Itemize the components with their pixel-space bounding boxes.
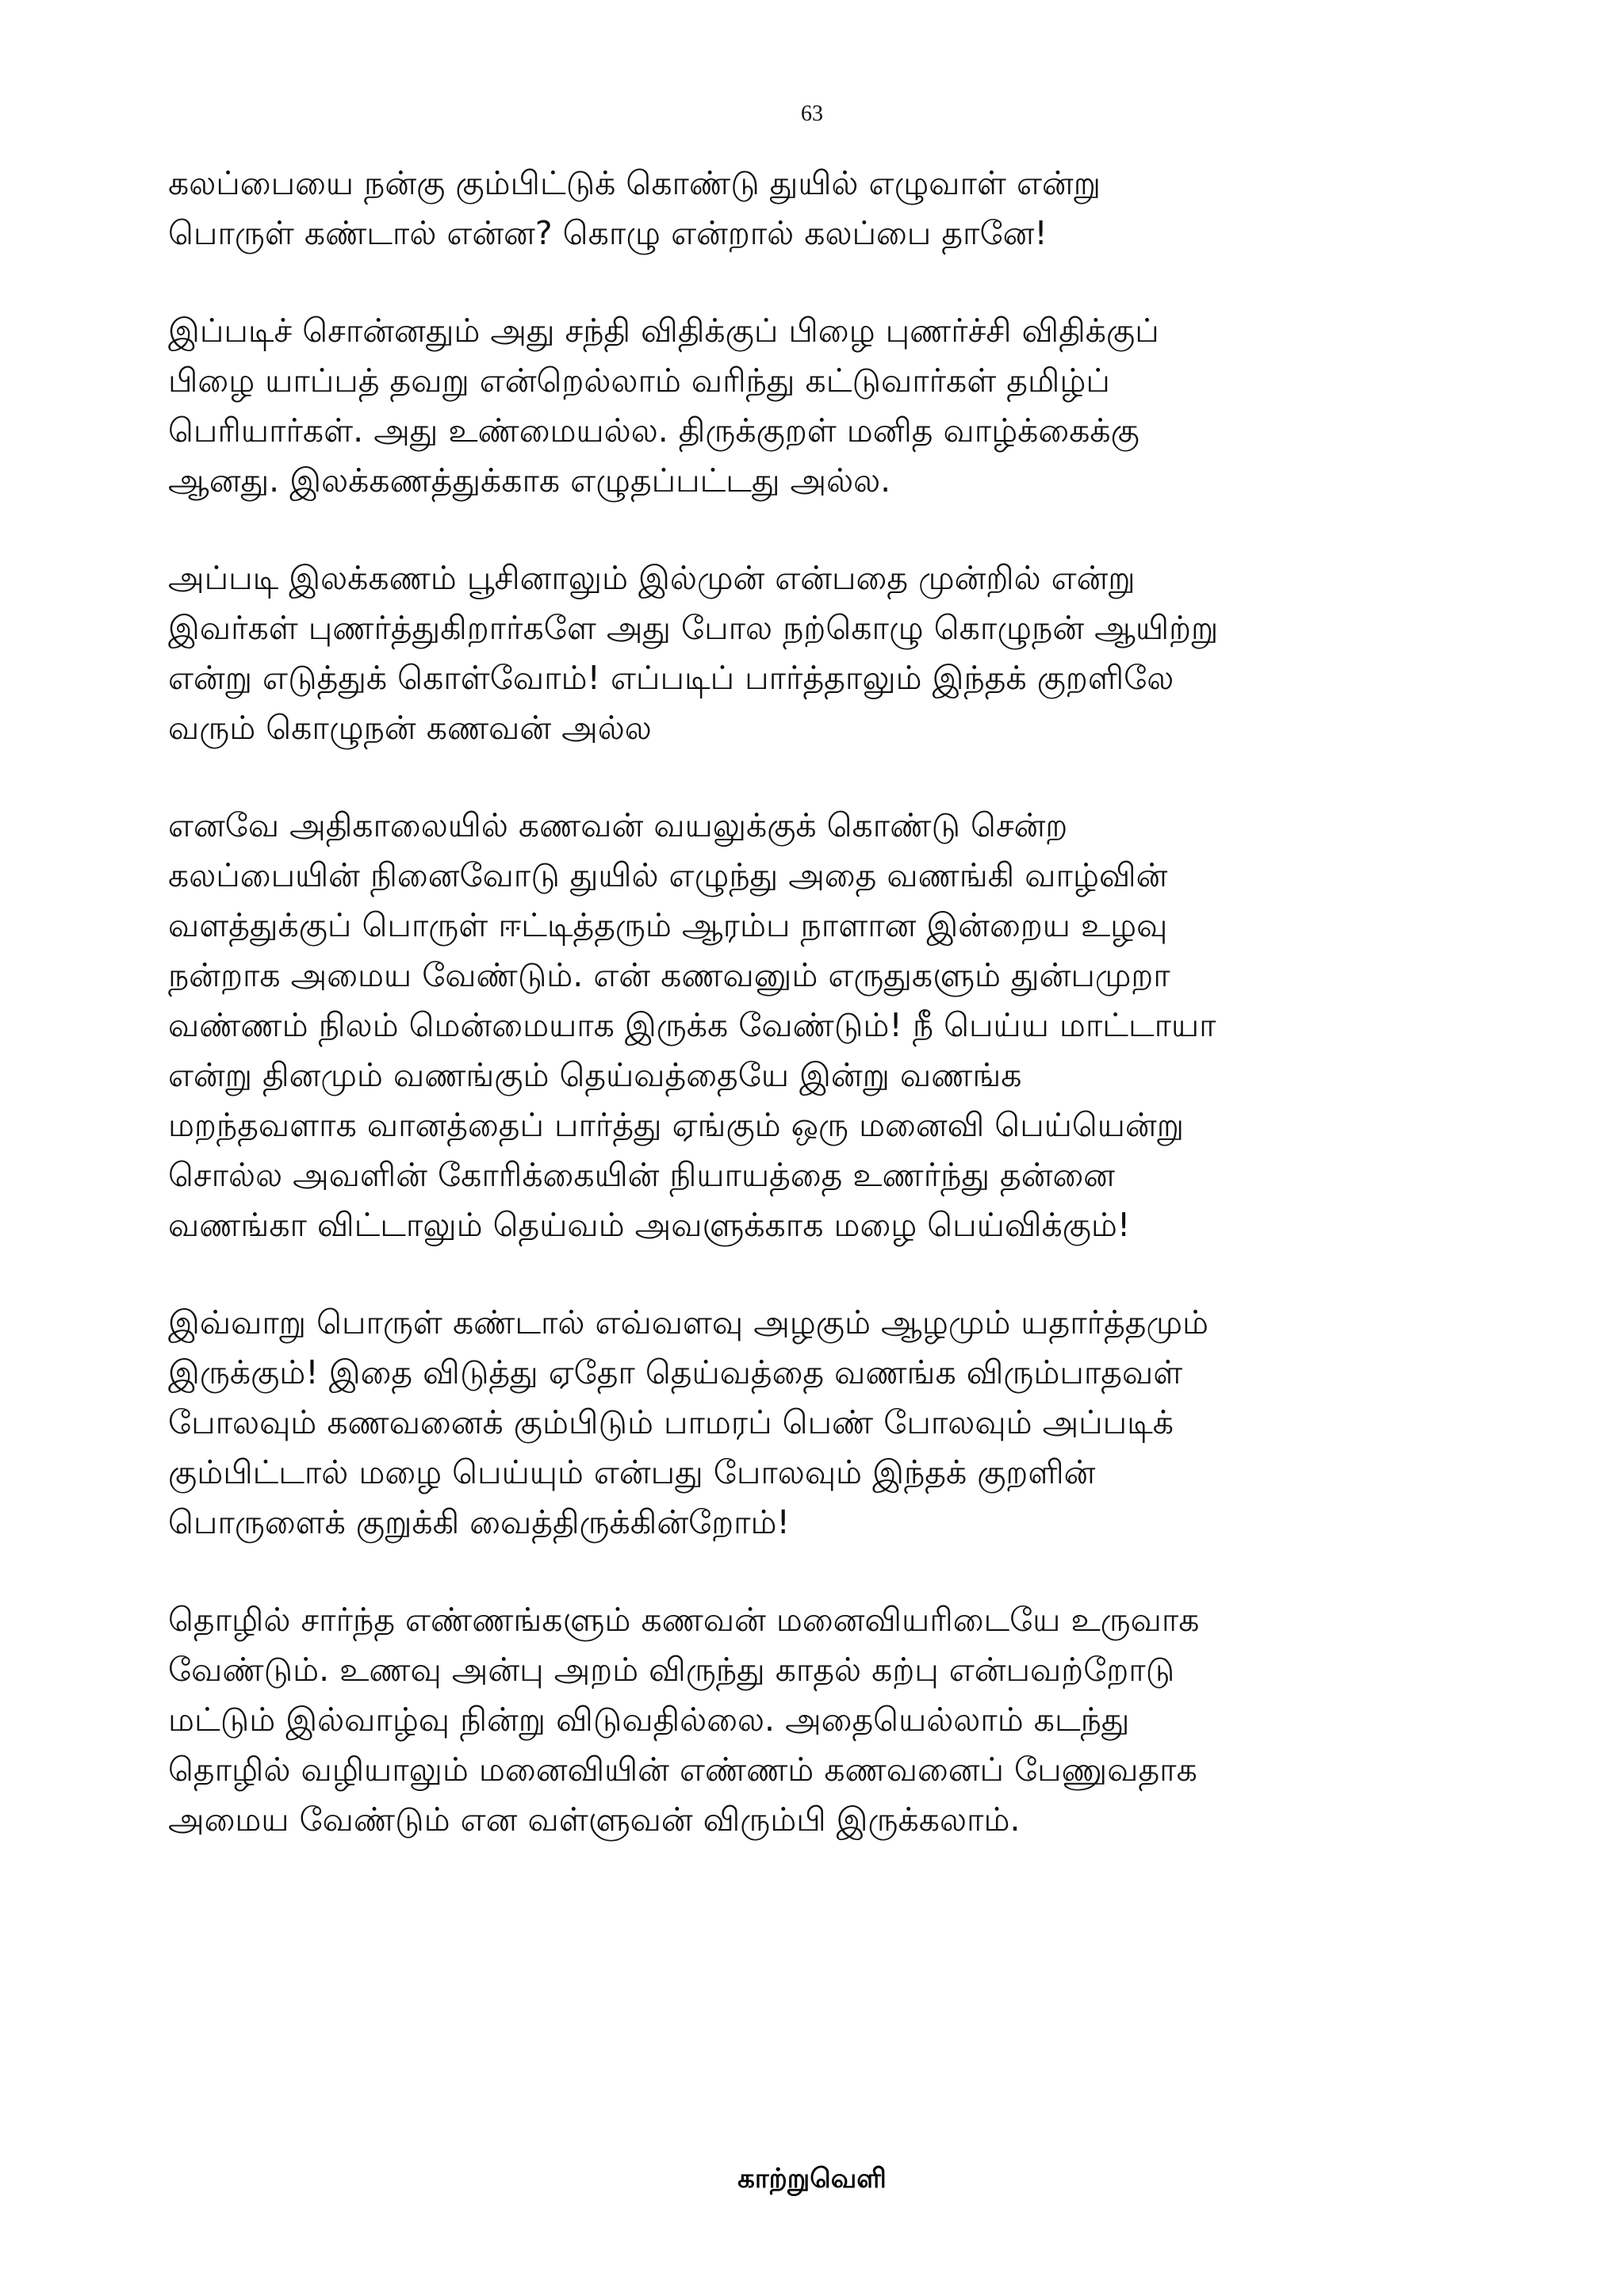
text-line: தொழில் சார்ந்த எண்ணங்களும் கணவன் மனைவியரிடையே உருவாக bbox=[168, 1601, 1200, 1639]
text-line: கும்பிட்டால் மழை பெய்யும் என்பது போலவும் இந்தக் குறளின் bbox=[168, 1453, 1096, 1491]
paragraph-1 bbox=[168, 159, 1469, 258]
text-line: வண்ணம் நிலம் மென்மையாக இருக்க வேண்டும்! நீ பெய்ய மாட்டாயா bbox=[168, 1006, 1216, 1044]
paragraph-5 bbox=[168, 1298, 1469, 1548]
text-line: என்று எடுத்துக் கொள்வோம்! எப்படிப் பார்த்தாலும் இந்தக் குறளிலே bbox=[168, 659, 1174, 697]
text-line: பெரியார்கள். அது உண்மையல்ல. திருக்குறள் மனித வாழ்க்கைக்கு bbox=[168, 411, 1139, 450]
text-line: வரும் கொழுநன் கணவன் அல்ல bbox=[168, 709, 652, 747]
text-line: எனவே அதிகாலையில் கணவன் வயலுக்குக் கொண்டு சென்ற bbox=[168, 806, 1068, 844]
text-line: தொழில் வழியாலும் மனைவியின் எண்ணம் கணவனைப் பேணுவதாக bbox=[168, 1751, 1197, 1789]
paragraph-2 bbox=[168, 306, 1469, 506]
paragraph-6 bbox=[168, 1595, 1469, 1845]
text-line: வேண்டும். உணவு அன்பு அறம் விருந்து காதல் கற்பு என்பவற்றோடு bbox=[168, 1651, 1175, 1689]
text-line: பிழை யாப்பத் தவறு என்றெல்லாம் வரிந்து கட்டுவார்கள் தமிழ்ப் bbox=[168, 362, 1110, 400]
paragraph-3 bbox=[168, 553, 1469, 753]
text-line: கலப்பையின் நினைவோடு துயில் எழுந்து அதை வணங்கி வாழ்வின் bbox=[168, 856, 1168, 894]
text-line: நன்றாக அமைய வேண்டும். என் கணவனும் எருதுகளும் துன்பமுறா bbox=[168, 956, 1170, 994]
body-text bbox=[168, 159, 1469, 1892]
text-line: இருக்கும்! இதை விடுத்து ஏதோ தெய்வத்தை வணங்க விரும்பாதவள் bbox=[168, 1353, 1183, 1391]
text-line: அப்படி இலக்கணம் பூசினாலும் இல்முன் என்பதை முன்றில் என்று bbox=[168, 559, 1136, 597]
text-line: வளத்துக்குப் பொருள் ஈட்டித்தரும் ஆரம்ப நாளான இன்றைய உழவு bbox=[168, 906, 1168, 944]
text-line: கலப்பையை நன்கு கும்பிட்டுக் கொண்டு துயில் எழுவாள் என்று bbox=[168, 164, 1101, 202]
page-number: 63 bbox=[801, 101, 823, 126]
footer-title: காற்றுவெளி bbox=[737, 2163, 887, 2195]
text-line: என்று தினமும் வணங்கும் தெய்வத்தையே இன்று வணங்க bbox=[168, 1056, 1022, 1094]
text-line: பொருள் கண்டால் என்ன? கொழு என்றால் கலப்பை தானே! bbox=[168, 214, 1048, 252]
text-line: பொருளைக் குறுக்கி வைத்திருக்கின்றோம்! bbox=[168, 1503, 790, 1541]
text-line: வணங்கா விட்டாலும் தெய்வம் அவளுக்காக மழை பெய்விக்கும்! bbox=[168, 1206, 1131, 1244]
text-line: அமைய வேண்டும் என வள்ளுவன் விரும்பி இருக்கலாம். bbox=[168, 1800, 1021, 1839]
text-line: ஆனது. இலக்கணத்துக்காக எழுதப்பட்டது அல்ல. bbox=[168, 461, 891, 499]
text-line: மட்டும் இல்வாழ்வு நின்று விடுவதில்லை. அதையெல்லாம் கடந்து bbox=[168, 1701, 1130, 1739]
text-line: போலவும் கணவனைக் கும்பிடும் பாமரப் பெண் போலவும் அப்படிக் bbox=[168, 1403, 1174, 1441]
text-line: இவர்கள் புணர்த்துகிறார்களே அது போல நற்கொழு கொழுநன் ஆயிற்று bbox=[168, 609, 1219, 647]
text-line: சொல்ல அவளின் கோரிக்கையின் நியாயத்தை உணர்ந்து தன்னை bbox=[168, 1156, 1116, 1194]
paragraph-4 bbox=[168, 801, 1469, 1250]
text-line: மறந்தவளாக வானத்தைப் பார்த்து ஏங்கும் ஒரு மனைவி பெய்யென்று bbox=[168, 1106, 1184, 1144]
text-line: இவ்வாறு பொருள் கண்டால் எவ்வளவு அழகும் ஆழமும் யதார்த்தமும் bbox=[168, 1303, 1208, 1341]
text-line: இப்படிச் சொன்னதும் அது சந்தி விதிக்குப் பிழை புணர்ச்சி விதிக்குப் bbox=[168, 312, 1159, 350]
